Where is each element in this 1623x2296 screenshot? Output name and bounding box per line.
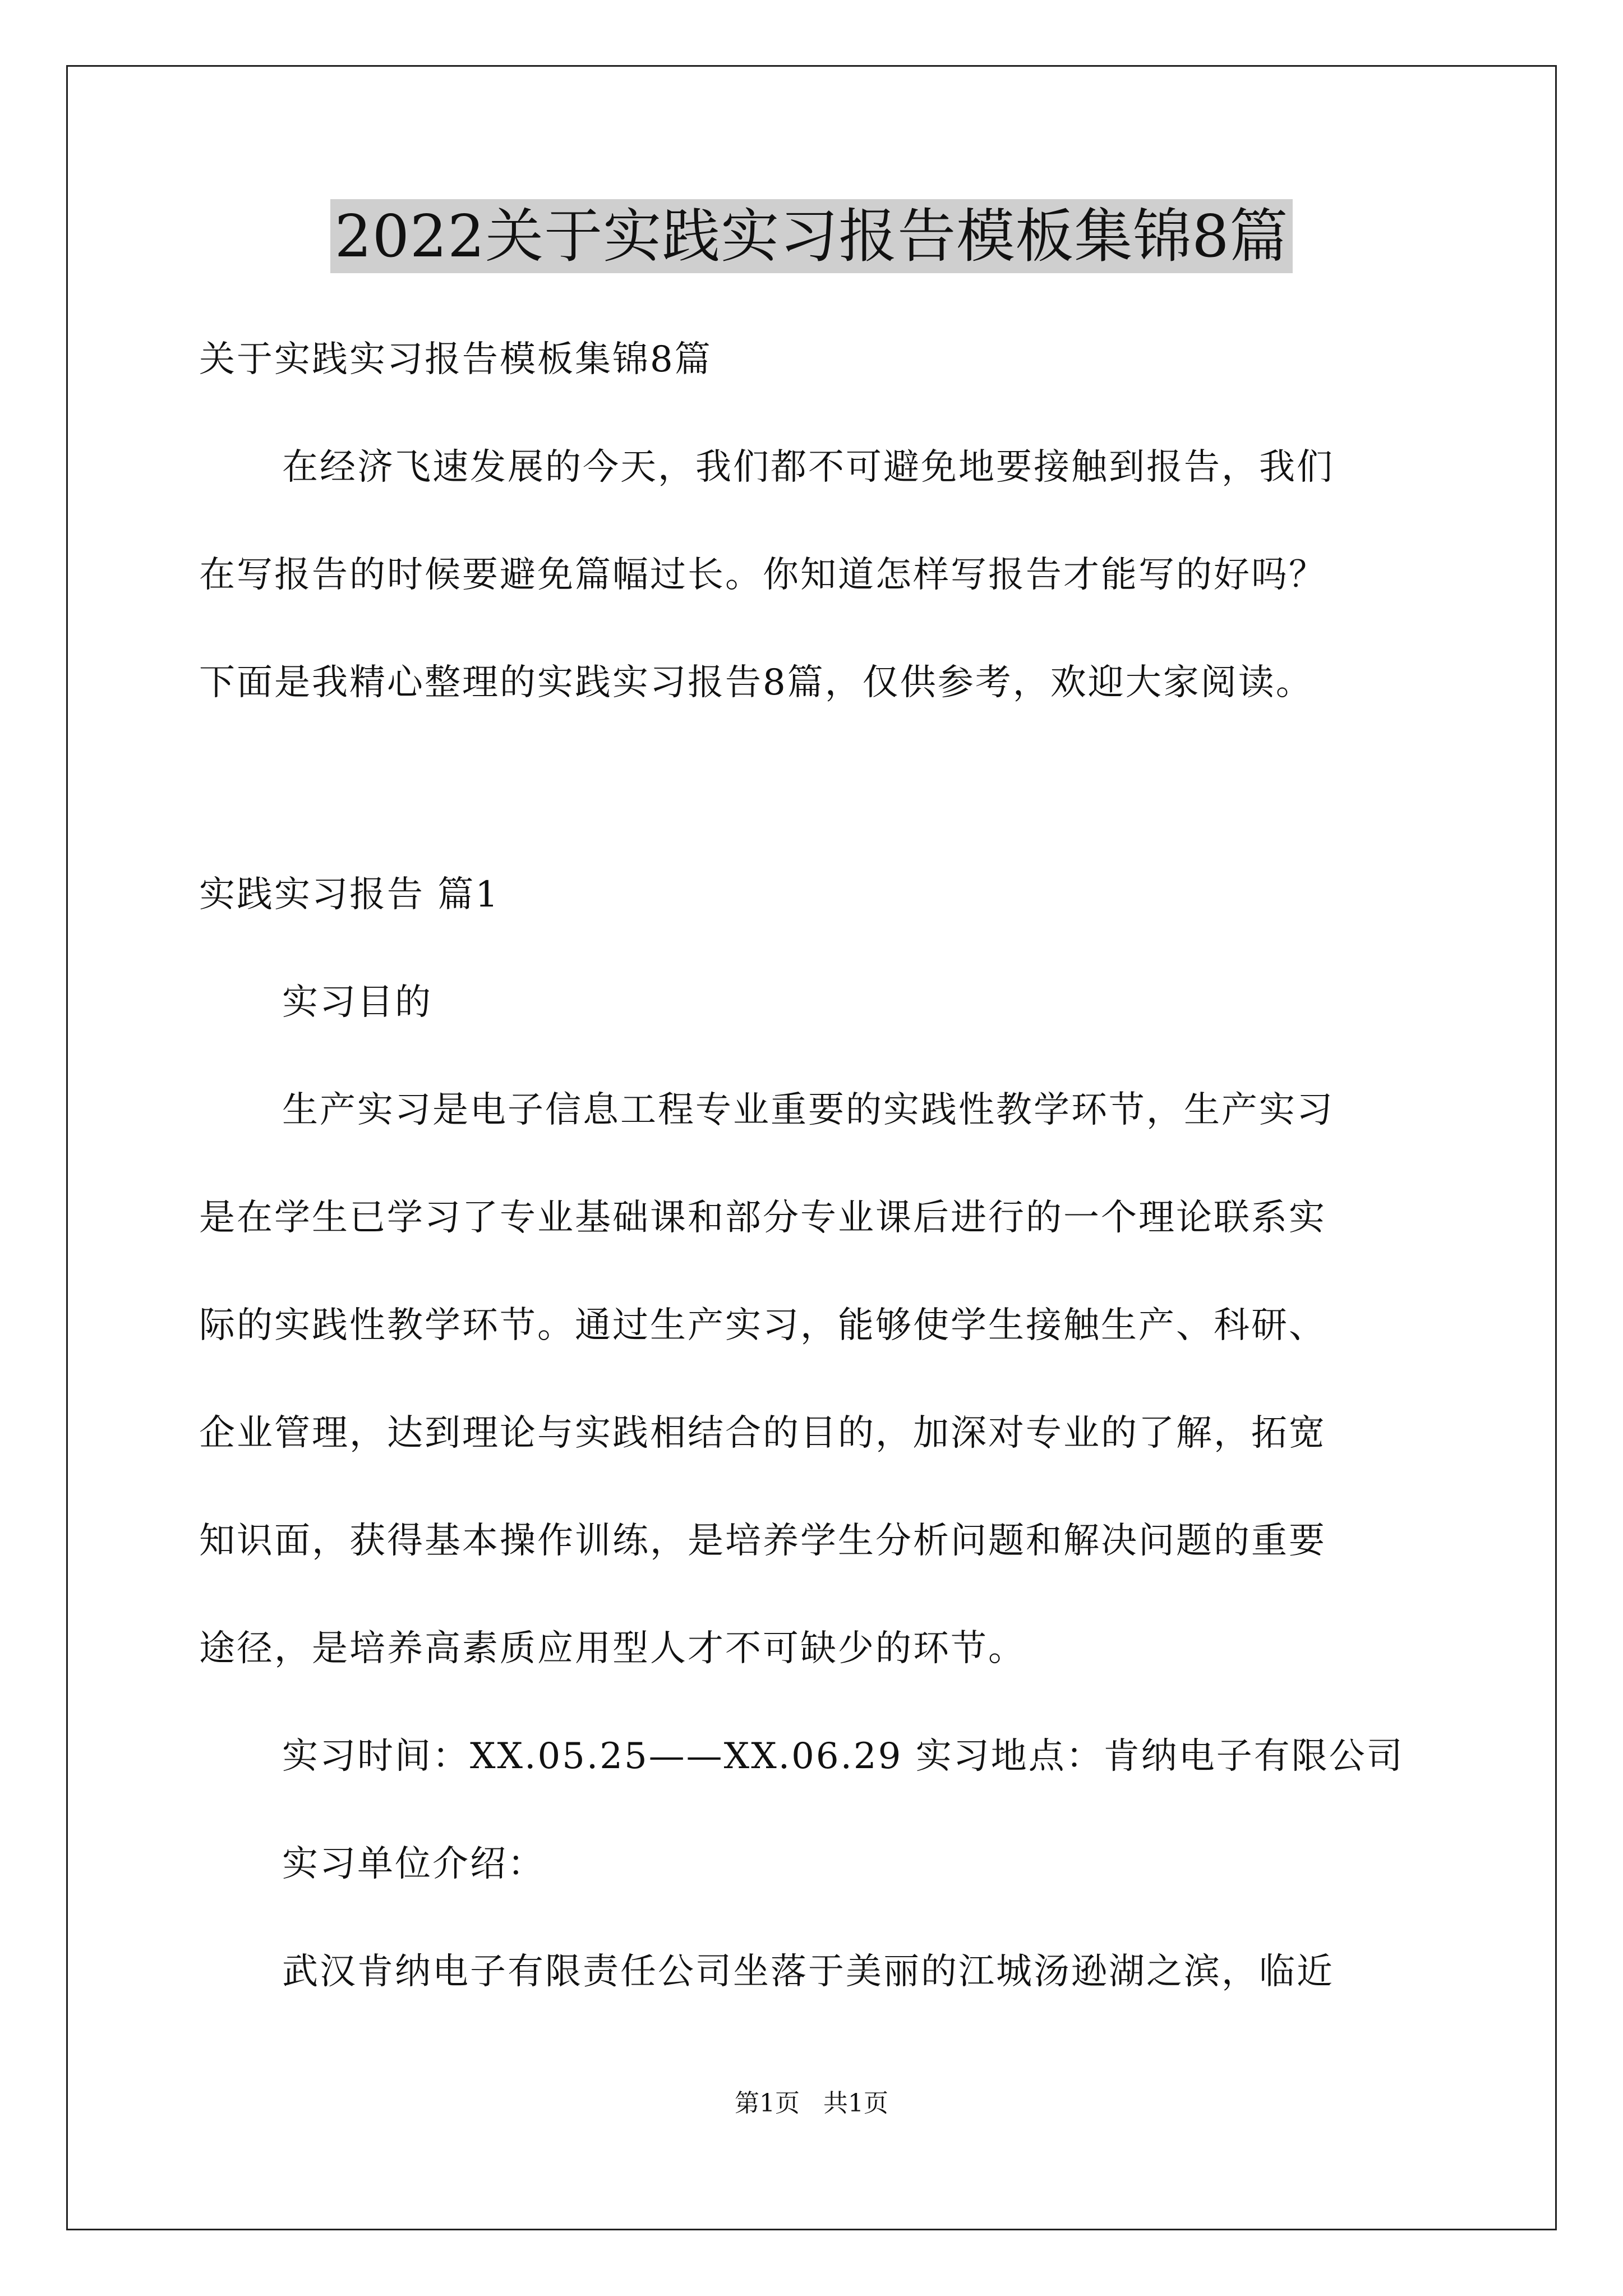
- company-line: 武汉肯纳电子有限责任公司坐落于美丽的江城汤逊湖之滨，临近: [282, 1951, 1334, 1993]
- purpose-line: 途径，是培养高素质应用型人才不可缺少的环节。: [199, 1628, 1026, 1669]
- purpose-line: 企业管理，达到理论与实践相结合的目的，加深对专业的了解，拓宽: [199, 1412, 1326, 1454]
- document-title: 2022关于实践实习报告模板集锦8篇: [330, 199, 1293, 273]
- purpose-line: 际的实践性教学环节。通过生产实习，能够使学生接触生产、科研、: [199, 1305, 1326, 1346]
- company-heading: 实习单位介绍：: [282, 1843, 545, 1885]
- purpose-line: 生产实习是电子信息工程专业重要的实践性教学环节，生产实习: [282, 1089, 1334, 1131]
- page-footer: 第1页 共1页: [735, 2089, 888, 2118]
- document-body: [199, 306, 1433, 2026]
- intro-line: 下面是我精心整理的实践实习报告8篇，仅供参考，欢迎大家阅读。: [199, 662, 1313, 703]
- title-container: [0, 199, 1623, 273]
- section-heading: 实践实习报告 篇1: [199, 874, 500, 915]
- document-subtitle: 关于实践实习报告模板集锦8篇: [199, 339, 712, 380]
- purpose-line: 知识面，获得基本操作训练，是培养学生分析问题和解决问题的重要: [199, 1520, 1326, 1562]
- purpose-heading: 实习目的: [282, 982, 432, 1023]
- intro-line: 在写报告的时候要避免篇幅过长。你知道怎样写报告才能写的好吗？: [199, 554, 1326, 596]
- section-spacer: [199, 737, 1433, 841]
- intro-line: 在经济飞速发展的今天，我们都不可避免地要接触到报告，我们: [282, 447, 1334, 488]
- time-place-line: 实习时间：XX.05.25——XX.06.29 实习地点：肯纳电子有限公司: [282, 1736, 1404, 1777]
- purpose-line: 是在学生已学习了专业基础课和部分专业课后进行的一个理论联系实: [199, 1197, 1326, 1239]
